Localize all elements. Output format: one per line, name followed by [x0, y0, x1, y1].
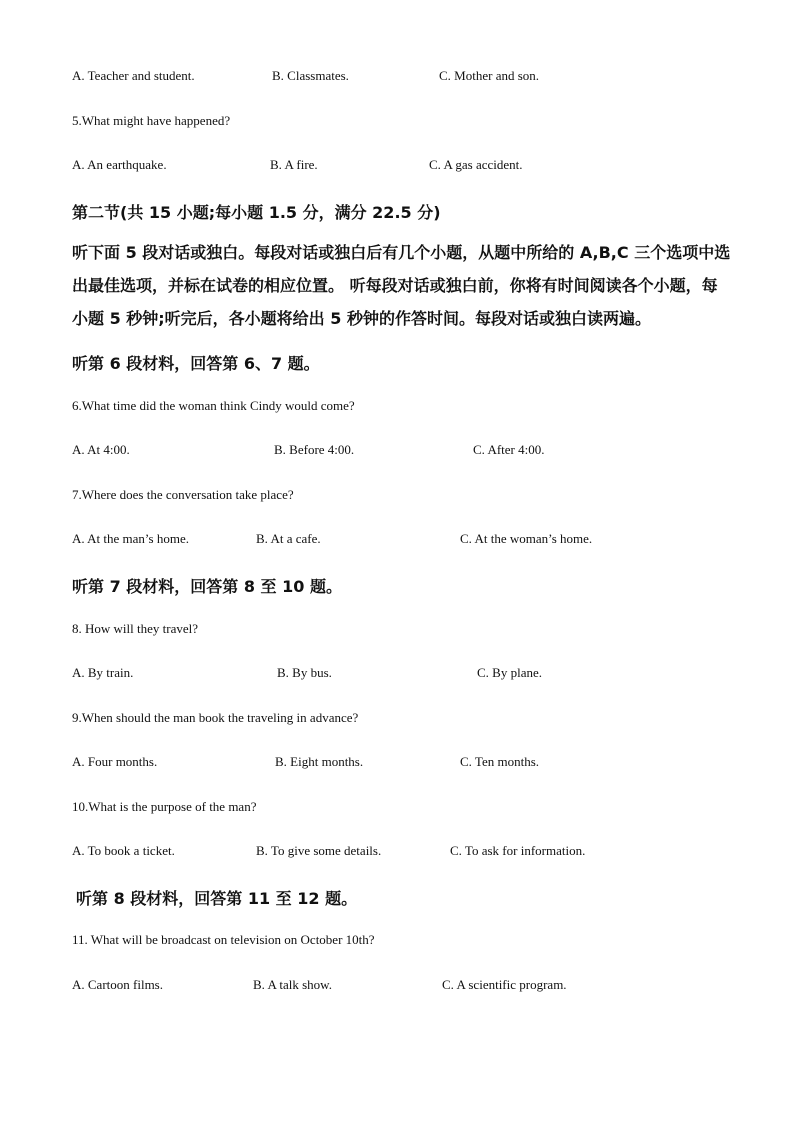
q7-option-c: C. At the woman’s home.	[460, 531, 593, 546]
q5-option-b: B. A fire.	[270, 157, 318, 172]
q4-option-c: C. Mother and son.	[439, 68, 540, 83]
instruction-line: 出最佳选项，并标在试卷的相应位置。 听每段对话或独白前，你将有时间阅读各个小题，每	[72, 276, 718, 295]
section-instructions	[72, 236, 732, 335]
q10-option-b: B. To give some details.	[256, 843, 382, 858]
q11-option-a: A. Cartoon films.	[72, 977, 163, 992]
part7-heading: 听第 7 段材料，回答第 8 至 10 题。	[72, 577, 342, 596]
q6-option-c: C. After 4:00.	[473, 442, 545, 457]
q6-option-a: A. At 4:00.	[72, 442, 130, 457]
q5-question: 5.What might have happened?	[72, 113, 231, 128]
q7-option-a: A. At the man’s home.	[72, 531, 189, 546]
q11-option-b: B. A talk show.	[253, 977, 332, 992]
q5-option-a: A. An earthquake.	[72, 157, 167, 172]
q6-question: 6.What time did the woman think Cindy would come?	[72, 398, 355, 413]
q11-option-c: C. A scientific program.	[442, 977, 567, 992]
q4-option-a: A. Teacher and student.	[72, 68, 195, 83]
q9-option-a: A. Four months.	[72, 754, 158, 769]
q8-option-c: C. By plane.	[477, 665, 542, 680]
q5-option-c: C. A gas accident.	[429, 157, 523, 172]
q8-question: 8. How will they travel?	[72, 621, 198, 636]
q6-option-b: B. Before 4:00.	[274, 442, 355, 457]
instruction-line: 小题 5 秒钟;听完后，各小题将给出 5 秒钟的作答时间。每段对话或独白读两遍。	[72, 309, 651, 328]
q8-option-a: A. By train.	[72, 665, 134, 680]
q8-option-b: B. By bus.	[277, 665, 332, 680]
q10-question: 10.What is the purpose of the man?	[72, 799, 257, 814]
part8-heading: 听第 8 段材料，回答第 11 至 12 题。	[76, 889, 358, 908]
q7-option-b: B. At a cafe.	[256, 531, 321, 546]
instruction-line: 听下面 5 段对话或独白。每段对话或独白后有几个小题，从题中所给的 A,B,C 三个选项中选	[72, 243, 731, 262]
part6-heading: 听第 6 段材料，回答第 6、7 题。	[72, 354, 320, 373]
q9-question: 9.When should the man book the traveling in advance?	[72, 710, 359, 725]
q10-option-c: C. To ask for information.	[450, 843, 586, 858]
section-title: 第二节(共 15 小题;每小题 1.5 分，满分 22.5 分)	[72, 203, 441, 222]
q7-question: 7.Where does the conversation take place?	[72, 487, 294, 502]
q10-option-a: A. To book a ticket.	[72, 843, 175, 858]
q11-question: 11. What will be broadcast on television on October 10th?	[72, 932, 375, 947]
q9-option-c: C. Ten months.	[460, 754, 540, 769]
q9-option-b: B. Eight months.	[275, 754, 364, 769]
q4-option-b: B. Classmates.	[272, 68, 349, 83]
